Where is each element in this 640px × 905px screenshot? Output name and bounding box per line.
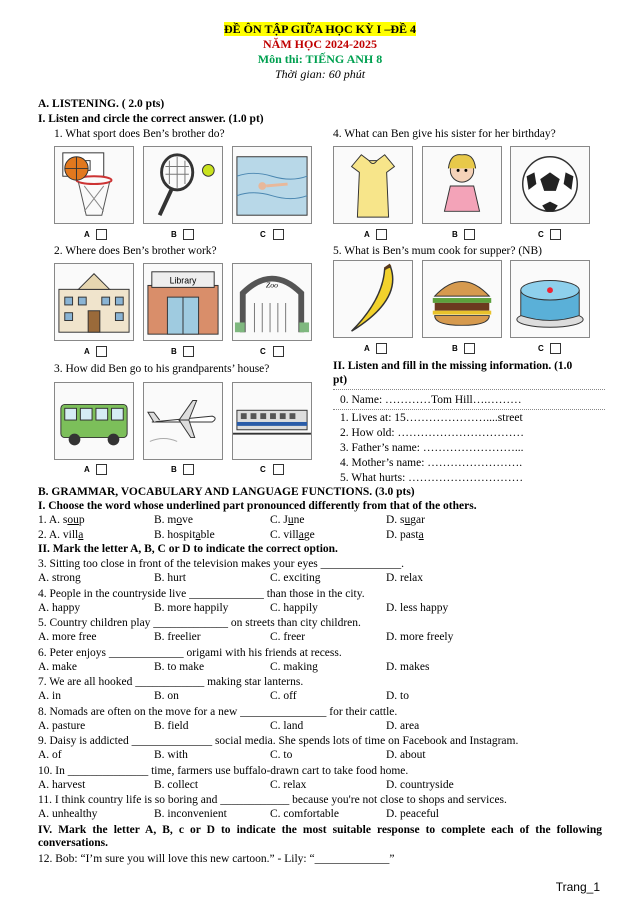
q1-option-b-checkbox[interactable]	[183, 229, 194, 240]
q2-option-d[interactable]: D. pasta	[386, 529, 424, 541]
q2-option-b-checkbox[interactable]	[183, 346, 194, 357]
grammar-title: B. GRAMMAR, VOCABULARY AND LANGUAGE FUNCTIONS. (3.0 pts)	[38, 486, 415, 498]
q5-option-c-checkbox[interactable]	[550, 343, 561, 354]
fill-item-0: 0. Name: …………Tom Hill….………	[340, 394, 522, 406]
mcq-option-b[interactable]: B. inconvenient	[154, 808, 227, 820]
q2-option-c-label: C	[260, 347, 266, 356]
q1-option-b-label: B	[171, 230, 177, 239]
q2-option-a-checkbox[interactable]	[96, 346, 107, 357]
mcq-option-d[interactable]: D. relax	[386, 572, 424, 584]
question-1: 1. What sport does Ben’s brother do?	[54, 128, 225, 140]
mcq-option-b[interactable]: B. to make	[154, 660, 205, 673]
mcq-question: 11. I think country life is so boring and ____________ because you're not close to shops and services.	[38, 794, 507, 806]
mcq-option-c[interactable]: C. happily	[270, 601, 318, 614]
q1-option-c-label: C	[260, 230, 266, 239]
fill-item-3[interactable]: 3. Father’s name: ……………………...	[340, 442, 524, 454]
q5-option-c-label: C	[538, 344, 544, 353]
fill-item-2[interactable]: 2. How old: ……………………………	[340, 427, 524, 439]
mcq-option-b[interactable]: B. field	[154, 719, 189, 732]
mcq-option-a[interactable]: A. pasture	[38, 719, 86, 732]
mcq-option-d[interactable]: D. to	[386, 690, 409, 702]
grammar-part4-title: IV. Mark the letter A, B, c or D to indicate the most suitable response to complete each of the following conversations.	[38, 824, 602, 849]
banana-picture	[333, 260, 413, 338]
mcq-option-c[interactable]: C. land	[270, 719, 304, 732]
cake-picture	[510, 260, 590, 338]
q1-option-a-label: A	[84, 230, 90, 239]
plane-picture	[143, 382, 223, 460]
mcq-question: 3. Sitting too close in front of the television makes your eyes ______________.	[38, 558, 405, 570]
mcq-option-b[interactable]: B. with	[154, 749, 188, 761]
mcq-option-a[interactable]: A. of	[38, 749, 62, 761]
mcq-option-d[interactable]: D. less happy	[386, 601, 449, 614]
listening-part1-title: I. Listen and circle the correct answer. (1.0 pt)	[38, 113, 264, 125]
q3-option-c-checkbox[interactable]	[273, 464, 284, 475]
q5-option-b-label: B	[452, 344, 458, 353]
q1-option-a[interactable]: 1. A. soup	[38, 514, 85, 526]
question-12: 12. Bob: “I’m sure you will love this new cartoon.” - Lily: “_____________”	[38, 853, 395, 865]
fill-item-4[interactable]: 4. Mother’s name: …………………….	[340, 457, 523, 469]
q4-option-a-checkbox[interactable]	[376, 229, 387, 240]
school-building-picture	[54, 263, 134, 341]
mcq-option-d[interactable]: D. area	[386, 719, 420, 732]
mcq-option-b[interactable]: B. collect	[154, 778, 199, 791]
listening-part2-title-cont: pt)	[333, 374, 348, 386]
fill-item-1[interactable]: 1. Lives at: 15…………………....street	[340, 412, 523, 424]
q3-option-b-checkbox[interactable]	[183, 464, 194, 475]
grammar-part2-title: II. Mark the letter A, B, C or D to indicate the correct option.	[38, 543, 338, 555]
library-picture	[143, 263, 223, 341]
burger-picture	[422, 260, 502, 338]
mcq-option-c[interactable]: C. relax	[270, 778, 307, 791]
q1-option-a-checkbox[interactable]	[96, 229, 107, 240]
mcq-option-d[interactable]: D. peaceful	[386, 808, 439, 820]
mcq-option-a[interactable]: A. strong	[38, 572, 81, 584]
mcq-question: 10. In ______________ time, farmers use buffalo-drawn cart to take food home.	[38, 764, 409, 777]
fill-table-top-line	[333, 389, 605, 390]
q2-option-a-label: A	[84, 347, 90, 356]
question-2: 2. Where does Ben’s brother work?	[54, 245, 217, 257]
question-3: 3. How did Ben go to his grandparents’ house?	[54, 363, 270, 375]
listening-title: A. LISTENING. ( 2.0 pts)	[38, 98, 165, 110]
mcq-question: 9. Daisy is addicted ______________ social media. She spends lots of time on Facebook and Instagram.	[38, 735, 519, 747]
q3-option-b-label: B	[171, 465, 177, 474]
q2-option-b-label: B	[171, 347, 177, 356]
q5-option-a-label: A	[364, 344, 370, 353]
q2-option-a[interactable]: 2. A. villa	[38, 529, 84, 541]
football-picture	[510, 146, 590, 224]
zoo-sign-text: Zoo	[265, 280, 279, 290]
q4-option-b-label: B	[452, 230, 458, 239]
mcq-option-c[interactable]: C. making	[270, 660, 318, 673]
mcq-question: 4. People in the countryside live _____________ than those in the city.	[38, 587, 365, 600]
q5-option-a-checkbox[interactable]	[376, 343, 387, 354]
fill-item-5[interactable]: 5. What hurts: …………………………	[340, 472, 524, 484]
q1-option-c-checkbox[interactable]	[273, 229, 284, 240]
mcq-option-a[interactable]: A. more free	[38, 631, 97, 643]
duration: Thời gian: 60 phút	[274, 67, 366, 81]
fill-table-divider	[333, 409, 605, 410]
mcq-option-a[interactable]: A. happy	[38, 601, 81, 614]
tennis-picture	[143, 146, 223, 224]
mcq-option-d[interactable]: D. more freely	[386, 631, 454, 643]
q2-option-b[interactable]: B. hospitable	[154, 529, 215, 541]
mcq-option-b[interactable]: B. on	[154, 690, 179, 702]
mcq-option-a[interactable]: A. unhealthy	[38, 808, 98, 820]
q1-option-d[interactable]: D. sugar	[386, 514, 425, 526]
library-sign-text: Library	[169, 275, 197, 286]
mcq-option-d[interactable]: D. about	[386, 749, 426, 761]
exam-title: ĐỀ ÔN TẬP GIỮA HỌC KỲ I –ĐỀ 4	[223, 22, 417, 36]
page-number: Trang_1	[555, 880, 600, 894]
mcq-option-b[interactable]: B. more happily	[154, 601, 229, 614]
grammar-part1-title: I. Choose the word whose underlined part pronounced differently from that of the others.	[38, 500, 477, 512]
q4-option-b-checkbox[interactable]	[464, 229, 475, 240]
dress-picture	[333, 146, 413, 224]
mcq-option-a[interactable]: A. harvest	[38, 778, 86, 791]
mcq-option-c[interactable]: C. to	[270, 749, 293, 761]
q3-option-a-label: A	[84, 465, 90, 474]
school-year: NĂM HỌC 2024-2025	[263, 37, 377, 51]
mcq-option-d[interactable]: D. makes	[386, 660, 430, 673]
train-picture	[232, 382, 312, 460]
mcq-option-c[interactable]: C. exciting	[270, 572, 321, 584]
q1-option-b[interactable]: B. move	[154, 514, 193, 526]
q2-option-c-checkbox[interactable]	[273, 346, 284, 357]
mcq-question: 7. We are all hooked ____________ making star lanterns.	[38, 676, 304, 688]
q2-option-c[interactable]: C. village	[270, 529, 315, 541]
mcq-question: 8. Nomads are often on the move for a new _______________ for their cattle.	[38, 705, 398, 718]
q4-option-c-checkbox[interactable]	[550, 229, 561, 240]
q3-option-c-label: C	[260, 465, 266, 474]
mcq-option-d[interactable]: D. countryside	[386, 778, 454, 791]
swimming-picture	[232, 146, 312, 224]
mcq-option-a[interactable]: A. make	[38, 660, 77, 673]
q5-option-b-checkbox[interactable]	[464, 343, 475, 354]
basketball-picture	[54, 146, 134, 224]
mcq-option-c[interactable]: C. off	[270, 690, 297, 702]
q4-option-a-label: A	[364, 230, 370, 239]
question-5: 5. What is Ben’s mum cook for supper? (NB)	[333, 245, 542, 257]
mcq-option-b[interactable]: B. freelier	[154, 631, 201, 643]
mcq-option-c[interactable]: C. freer	[270, 631, 306, 643]
mcq-question: 5. Country children play _____________ on streets than city children.	[38, 617, 361, 629]
q1-option-c[interactable]: C. June	[270, 514, 305, 526]
subject: Môn thi: TIẾNG ANH 8	[257, 52, 383, 66]
bus-picture	[54, 382, 134, 460]
mcq-question: 6. Peter enjoys _____________ origami with his friends at recess.	[38, 646, 342, 659]
zoo-gate-picture	[232, 263, 312, 341]
mcq-option-a[interactable]: A. in	[38, 690, 61, 702]
q4-option-c-label: C	[538, 230, 544, 239]
doll-picture	[422, 146, 502, 224]
mcq-option-c[interactable]: C. comfortable	[270, 808, 339, 820]
question-4: 4. What can Ben give his sister for her birthday?	[333, 128, 556, 140]
q3-option-a-checkbox[interactable]	[96, 464, 107, 475]
mcq-option-b[interactable]: B. hurt	[154, 572, 186, 584]
listening-part2-title: II. Listen and fill in the missing information. (1.0	[333, 360, 573, 372]
